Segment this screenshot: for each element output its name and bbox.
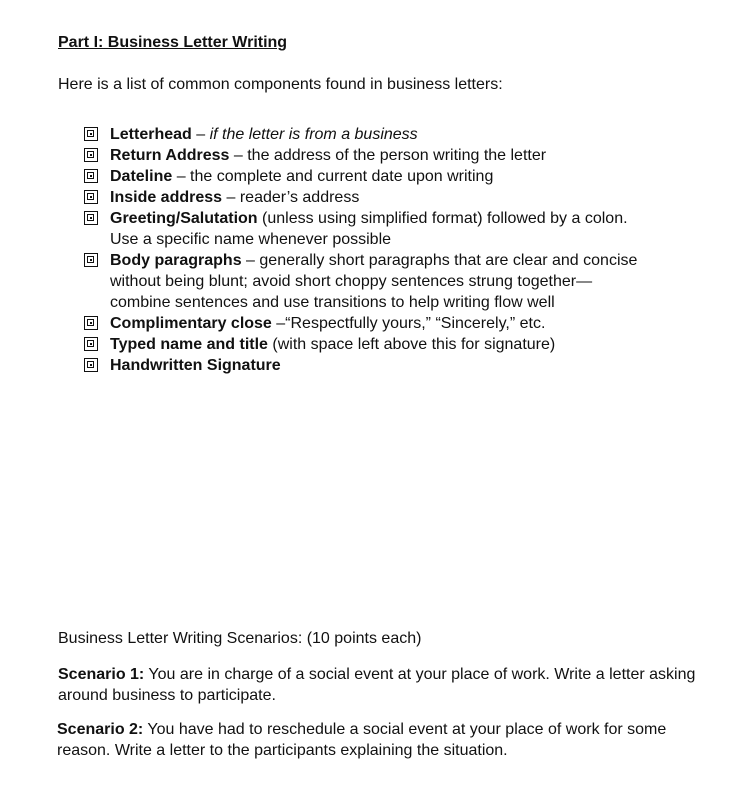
component-term: Handwritten Signature bbox=[110, 357, 281, 374]
list-item bbox=[84, 187, 644, 208]
square-bullet-icon bbox=[84, 127, 98, 141]
component-separator: – bbox=[271, 315, 286, 332]
component-term: Greeting/Salutation bbox=[110, 210, 258, 227]
scenario-text: You have had to reschedule a social event at your place of work for some reason. Write a letter to the participants explaining the situation. bbox=[57, 721, 667, 759]
component-term: Letterhead bbox=[110, 126, 192, 143]
intro-text: Here is a list of common components found in business letters: bbox=[58, 76, 503, 93]
square-bullet-icon bbox=[84, 316, 98, 330]
scenarios-heading: Business Letter Writing Scenarios: (10 points each) bbox=[58, 630, 422, 647]
component-description: reader’s address bbox=[239, 189, 360, 206]
component-separator: – bbox=[241, 252, 260, 269]
list-item bbox=[84, 166, 644, 187]
component-term: Typed name and title bbox=[110, 336, 268, 353]
list-item bbox=[84, 334, 644, 355]
component-term: Return Address bbox=[110, 147, 230, 164]
square-bullet-icon bbox=[84, 358, 98, 372]
scenario-label: Scenario 1: bbox=[58, 666, 145, 683]
list-item bbox=[84, 145, 644, 166]
part-title: Part I: Business Letter Writing bbox=[58, 34, 288, 51]
component-description: (unless using simplified format) followed by a colon. Use a specific name whenever possible bbox=[110, 210, 628, 248]
square-bullet-icon bbox=[84, 169, 98, 183]
component-term: Dateline bbox=[110, 168, 173, 185]
component-separator: – bbox=[229, 147, 248, 164]
component-separator: – bbox=[222, 189, 240, 206]
scenario-2 bbox=[57, 719, 707, 761]
square-bullet-icon bbox=[84, 190, 98, 204]
component-description: the address of the person writing the letter bbox=[247, 147, 547, 164]
square-bullet-icon bbox=[84, 253, 98, 267]
scenario-text: You are in charge of a social event at your place of work. Write a letter asking around business to participate. bbox=[58, 666, 696, 704]
component-term: Complimentary close bbox=[110, 315, 272, 332]
component-term: Inside address bbox=[110, 189, 223, 206]
components-list bbox=[84, 124, 644, 376]
list-item bbox=[84, 250, 644, 313]
component-description: generally short paragraphs that are clear and concise without being blunt; avoid short choppy sentences strung together—combine sentences and use transitions to help writing flow well bbox=[110, 252, 638, 311]
list-item bbox=[84, 124, 644, 145]
component-separator: – bbox=[172, 168, 191, 185]
component-term: Body paragraphs bbox=[110, 252, 242, 269]
scenario-1 bbox=[58, 664, 708, 706]
component-description: if the letter is from a business bbox=[209, 126, 418, 143]
square-bullet-icon bbox=[84, 337, 98, 351]
component-description: “Respectfully yours,” “Sincerely,” etc. bbox=[285, 315, 546, 332]
list-item bbox=[84, 313, 644, 334]
list-item bbox=[84, 208, 644, 250]
component-description: the complete and current date upon writing bbox=[190, 168, 494, 185]
square-bullet-icon bbox=[84, 148, 98, 162]
component-separator: – bbox=[191, 126, 210, 143]
component-description: (with space left above this for signature) bbox=[272, 336, 556, 353]
scenario-label: Scenario 2: bbox=[57, 721, 144, 738]
square-bullet-icon bbox=[84, 211, 98, 225]
list-item bbox=[84, 355, 644, 376]
